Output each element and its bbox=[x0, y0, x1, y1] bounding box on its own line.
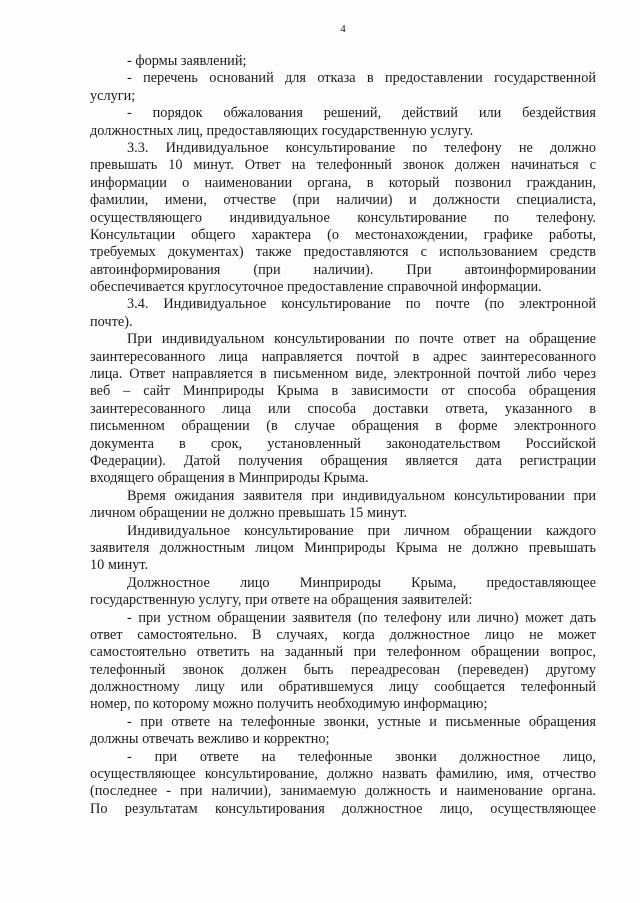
text-line: Консультации общего характера (о местонахождении, графике работы, bbox=[90, 226, 596, 243]
text-line: входящего обращения в Минприроды Крыма. bbox=[90, 470, 369, 487]
paragraph bbox=[90, 70, 596, 105]
paragraph bbox=[90, 610, 596, 714]
paragraph bbox=[90, 53, 596, 70]
text-line: ответ самостоятельно. В случаях, когда должностное лицо не может bbox=[90, 626, 596, 643]
text-line: автоинформирования (при наличии). При автоинформировании bbox=[90, 261, 596, 278]
text-line: осуществляющего индивидуальное консультирование по телефону. bbox=[90, 209, 596, 226]
text-line: письменном обращении (в случае обращения в форме электронного bbox=[90, 418, 596, 435]
text-line: По результатам консультирования должностное лицо, осуществляющее bbox=[90, 800, 596, 817]
paragraph bbox=[90, 749, 596, 819]
document-body bbox=[90, 53, 596, 818]
text-line: обеспечивается круглосуточное предоставление справочной информации. bbox=[90, 279, 542, 296]
paragraph bbox=[90, 140, 596, 297]
text-line: услуги; bbox=[90, 87, 136, 104]
text-line: заинтересованного лица или способа доставки ответа, указанного в bbox=[90, 400, 596, 417]
text-line: Должностное лицо Минприроды Крыма, предоставляющее bbox=[127, 574, 596, 591]
text-line: номер, по которому можно получить необходимую информацию; bbox=[90, 696, 488, 713]
text-line: - при ответе на телефонные звонки должностное лицо, bbox=[127, 748, 596, 765]
paragraph bbox=[90, 105, 596, 140]
text-line: телефонный звонок должен быть переадресован (переведен) другому bbox=[90, 661, 596, 678]
text-line: веб – сайт Минприроды Крыма в зависимости от способа обращения bbox=[90, 383, 596, 400]
text-line: Индивидуальное консультирование при личном обращении каждого bbox=[127, 522, 596, 539]
text-line: заявителя должностным лицом Минприроды Крыма не должно превышать bbox=[90, 539, 596, 556]
text-line: почте). bbox=[90, 313, 133, 330]
text-line: При индивидуальном консультировании по почте ответ на обращение bbox=[127, 331, 596, 348]
text-line: лица. Ответ направляется в письменном виде, электронной почтой либо через bbox=[90, 366, 596, 383]
text-line: требуемых документах) также предоставляются с использованием средств bbox=[90, 244, 596, 261]
paragraph bbox=[90, 714, 596, 749]
paragraph bbox=[90, 331, 596, 488]
text-line: самостоятельно ответить на заданный при телефонном обращении вопрос, bbox=[90, 644, 596, 661]
text-line: 3.3. Индивидуальное консультирование по телефону не должно bbox=[127, 139, 596, 156]
paragraph bbox=[90, 296, 596, 331]
text-line: Федерации). Датой получения обращения является дата регистрации bbox=[90, 452, 596, 469]
text-line: личном обращении не должно превышать 15 минут. bbox=[90, 505, 408, 522]
text-line: государственную услугу, при ответе на обращения заявителей: bbox=[90, 592, 473, 609]
text-line: превышать 10 минут. Ответ на телефонный звонок должен начинаться с bbox=[90, 157, 596, 174]
text-line: - при ответе на телефонные звонки, устные и письменные обращения bbox=[127, 713, 596, 730]
text-line: - при устном обращении заявителя (по телефону или лично) может дать bbox=[127, 609, 596, 626]
text-line: (последнее - при наличии), занимаемую должность и наименование органа. bbox=[90, 783, 596, 800]
paragraph bbox=[90, 523, 596, 575]
text-line: - формы заявлений; bbox=[127, 53, 247, 69]
paragraph bbox=[90, 575, 596, 610]
text-line: фамилии, имени, отчестве (при наличии) и должности специалиста, bbox=[90, 192, 596, 209]
text-line: должностных лиц, предоставляющих государственную услугу. bbox=[90, 122, 474, 139]
text-line: 10 минут. bbox=[90, 557, 149, 574]
text-line: Время ожидания заявителя при индивидуальном консультировании при bbox=[127, 487, 596, 504]
text-line: - порядок обжалования решений, действий или бездействия bbox=[127, 105, 596, 122]
text-line: должны отвечать вежливо и корректно; bbox=[90, 731, 330, 748]
text-line: заинтересованного лица направляется почтой в адрес заинтересованного bbox=[90, 348, 596, 365]
text-line: - перечень оснований для отказа в предоставлении государственной bbox=[127, 70, 596, 87]
text-line: должностному лицу или обратившемуся лицу сообщается телефонный bbox=[90, 679, 596, 696]
paragraph bbox=[90, 488, 596, 523]
text-line: информации о наименовании органа, в который позвонил гражданин, bbox=[90, 174, 596, 191]
text-line: документа в срок, установленный законодательством Российской bbox=[90, 435, 596, 452]
text-line: 3.4. Индивидуальное консультирование по почте (по электронной bbox=[127, 296, 596, 313]
text-line: осуществляющее консультирование, должно назвать фамилию, имя, отчество bbox=[90, 766, 596, 783]
page-number: 4 bbox=[340, 23, 346, 35]
